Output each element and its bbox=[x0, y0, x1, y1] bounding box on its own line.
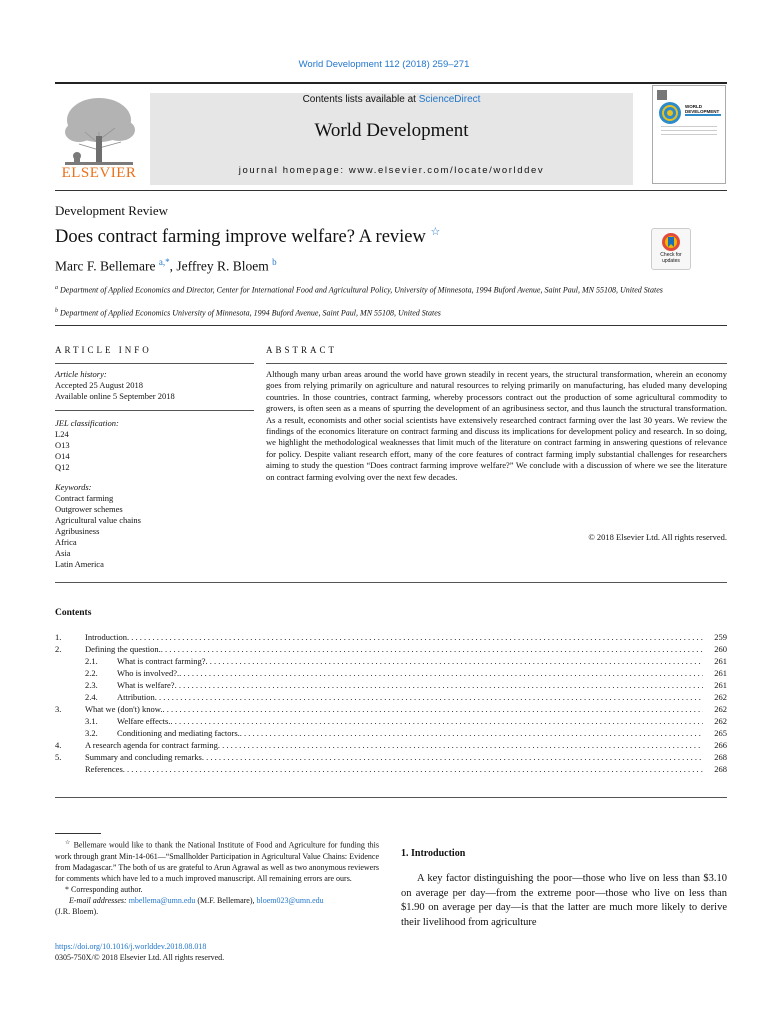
toc-leader bbox=[162, 704, 703, 715]
section-rule bbox=[55, 797, 727, 798]
elsevier-logo[interactable] bbox=[55, 92, 143, 184]
introduction-text: A key factor distinguishing the poor—those who live on less than $3.10 on average per day—from the extreme poor—those who live on less than $1.90 on average per day—is that the latter are much more likely to derive their livelihood from agriculture bbox=[401, 873, 727, 928]
email-footnote bbox=[55, 895, 379, 917]
toc-entry[interactable] bbox=[55, 764, 727, 775]
toc-indent bbox=[55, 668, 85, 679]
toc-number: 1. bbox=[55, 632, 62, 642]
keyword: Asia bbox=[55, 548, 71, 558]
toc-entry[interactable] bbox=[55, 644, 727, 655]
toc-indent bbox=[55, 656, 85, 667]
toc-subnumber: 2.1. bbox=[85, 656, 98, 666]
toc-label: What is welfare? bbox=[117, 680, 175, 690]
section-rule bbox=[55, 325, 727, 326]
toc-page: 259 bbox=[714, 632, 727, 642]
toc-page: 261 bbox=[714, 668, 727, 678]
toc-entry[interactable] bbox=[55, 680, 727, 691]
email-owner: (J.R. Bloem). bbox=[55, 906, 99, 916]
check-updates-line1: Check for bbox=[660, 252, 682, 258]
toc-label: Defining the question. bbox=[85, 644, 161, 654]
article-title-text: Does contract farming improve welfare? A review bbox=[55, 227, 426, 248]
info-rule bbox=[55, 410, 254, 411]
jel-label: JEL classification: bbox=[55, 418, 119, 428]
journal-title: World Development bbox=[314, 120, 469, 141]
toc-leader bbox=[161, 644, 703, 655]
acknowledgement-text: Bellemare would like to thank the National Institute of Food and Agriculture for funding this work through grant Min-14-061—“Smallholder Participation in Agricultural Value Chains: Evidence from Madagascar.” The both of us are grateful to Arun Agrawal as well as two anonymous reviewers for comments which have led to a much improved manuscript. All remaining errors are ours. bbox=[55, 840, 379, 883]
email-link[interactable]: bloem023@umn.edu bbox=[256, 895, 324, 905]
cover-line bbox=[661, 126, 717, 127]
author-name: Marc F. Bellemare bbox=[55, 258, 156, 274]
section-rule bbox=[55, 582, 727, 583]
article-title bbox=[55, 225, 440, 248]
toc-indent bbox=[55, 692, 85, 703]
journal-reference[interactable]: World Development 112 (2018) 259–271 bbox=[298, 59, 470, 70]
toc-page: 262 bbox=[714, 704, 727, 714]
toc-number: 5. bbox=[55, 752, 62, 762]
keyword: Agricultural value chains bbox=[55, 515, 141, 525]
abstract-heading: ABSTRACT bbox=[266, 345, 338, 355]
author-list bbox=[55, 257, 277, 275]
corresponding-text: Corresponding author. bbox=[71, 884, 143, 894]
check-for-updates-button[interactable] bbox=[651, 228, 691, 270]
author-affiliation-mark[interactable]: a,* bbox=[158, 257, 170, 267]
online-date: Available online 5 September 2018 bbox=[55, 391, 175, 401]
toc-page: 261 bbox=[714, 656, 727, 666]
keyword: Latin America bbox=[55, 559, 104, 569]
toc-entry[interactable] bbox=[55, 656, 727, 667]
toc-subnumber: 3.2. bbox=[85, 728, 98, 738]
keyword: Contract farming bbox=[55, 493, 114, 503]
toc-label: A research agenda for contract farming bbox=[85, 740, 218, 750]
toc-leader bbox=[170, 716, 703, 727]
toc-entry[interactable] bbox=[55, 668, 727, 679]
contents-available-line bbox=[150, 94, 633, 105]
cover-line bbox=[661, 134, 717, 135]
jel-code: O13 bbox=[55, 440, 70, 450]
issn-line: 0305-750X/© 2018 Elsevier Ltd. All rights reserved. bbox=[55, 953, 225, 962]
check-updates-label bbox=[652, 252, 690, 264]
corresponding-footnote bbox=[55, 884, 379, 895]
accepted-date: Accepted 25 August 2018 bbox=[55, 380, 144, 390]
journal-cover-thumbnail[interactable] bbox=[652, 85, 726, 184]
toc-number: 4. bbox=[55, 740, 62, 750]
top-rule bbox=[55, 82, 727, 84]
introduction-heading: 1. Introduction bbox=[401, 848, 466, 859]
email-link[interactable]: mbellema@umn.edu bbox=[128, 895, 196, 905]
footnotes bbox=[55, 838, 379, 917]
toc-label: Introduction bbox=[85, 632, 128, 642]
toc-label: What is contract farming? bbox=[117, 656, 206, 666]
toc-leader bbox=[155, 692, 703, 703]
cover-title: WORLD DEVELOPMENT bbox=[685, 104, 720, 114]
article-type: Development Review bbox=[55, 203, 168, 218]
sciencedirect-link[interactable]: ScienceDirect bbox=[418, 94, 481, 105]
jel-code: Q12 bbox=[55, 462, 70, 472]
info-rule bbox=[55, 363, 254, 364]
title-footnote-mark[interactable]: ☆ bbox=[430, 226, 441, 238]
author-affiliation-mark[interactable]: b bbox=[272, 257, 277, 267]
toc-leader bbox=[202, 752, 703, 763]
contents-heading: Contents bbox=[55, 608, 92, 618]
toc-entry[interactable] bbox=[55, 728, 727, 739]
toc-label: Conditioning and mediating factors. bbox=[117, 728, 240, 738]
bookmark-icon bbox=[661, 232, 681, 252]
toc-indent bbox=[55, 680, 85, 691]
keyword: Agribusiness bbox=[55, 526, 100, 536]
history-label: Article history: bbox=[55, 369, 107, 379]
toc-leader bbox=[206, 656, 703, 667]
doi-block bbox=[55, 941, 224, 963]
cover-bar bbox=[685, 114, 721, 116]
globe-icon bbox=[657, 100, 683, 126]
toc-page: 260 bbox=[714, 644, 727, 654]
toc-entry[interactable] bbox=[55, 704, 727, 715]
toc-label: Summary and concluding remarks bbox=[85, 752, 202, 762]
toc-page: 268 bbox=[714, 764, 727, 774]
email-label: E-mail addresses: bbox=[69, 895, 129, 905]
footnote-mark: ☆ bbox=[65, 840, 71, 846]
toc-label: Welfare effects. bbox=[117, 716, 171, 726]
doi-link[interactable]: https://doi.org/10.1016/j.worlddev.2018.08.018 bbox=[55, 942, 207, 951]
acknowledgement-footnote bbox=[55, 838, 379, 884]
affiliation-mark: a bbox=[55, 285, 58, 291]
abstract-rule bbox=[266, 363, 727, 364]
toc-number: 3. bbox=[55, 704, 62, 714]
affiliation-b bbox=[55, 306, 725, 319]
author-name: Jeffrey R. Bloem bbox=[176, 258, 269, 274]
toc-page: 262 bbox=[714, 716, 727, 726]
footnote-mark: * bbox=[65, 884, 69, 894]
check-updates-line2: updates bbox=[662, 258, 680, 264]
toc-entry[interactable] bbox=[55, 692, 727, 703]
abstract-copyright: © 2018 Elsevier Ltd. All rights reserved. bbox=[588, 532, 727, 542]
toc-subnumber: 2.3. bbox=[85, 680, 98, 690]
toc-entry[interactable] bbox=[55, 740, 727, 751]
toc-leader bbox=[175, 680, 703, 691]
toc-leader bbox=[179, 668, 703, 679]
article-info-heading: ARTICLE INFO bbox=[55, 345, 152, 355]
toc-leader bbox=[218, 740, 703, 751]
toc-page: 265 bbox=[714, 728, 727, 738]
jel-code: L24 bbox=[55, 429, 69, 439]
toc-number: 2. bbox=[55, 644, 62, 654]
toc-entry[interactable] bbox=[55, 716, 727, 727]
toc-entry[interactable] bbox=[55, 632, 727, 643]
toc-page: 262 bbox=[714, 692, 727, 702]
contents-prefix: Contents lists available at bbox=[302, 94, 419, 105]
affiliation-text: Department of Applied Economics University of Minnesota, 1994 Buford Avenue, Saint Paul, MN 55108, United States bbox=[60, 308, 441, 318]
keyword: Africa bbox=[55, 537, 77, 547]
jel-code: O14 bbox=[55, 451, 70, 461]
keywords-label: Keywords: bbox=[55, 482, 92, 492]
toc-number bbox=[55, 764, 85, 775]
affiliation-text: Department of Applied Economics and Director, Center for International Food and Agricultural Policy, University of Minnesota, 1994 Buford Avenue, Saint Paul, MN 55108, United States bbox=[60, 285, 663, 295]
toc-page: 268 bbox=[714, 752, 727, 762]
journal-homepage[interactable]: journal homepage: www.elsevier.com/locate/worlddev bbox=[238, 165, 545, 176]
cover-line bbox=[661, 130, 717, 131]
toc-subnumber: 2.2. bbox=[85, 668, 98, 678]
toc-label: References bbox=[85, 764, 123, 774]
email-owner: (M.F. Bellemare), bbox=[195, 895, 257, 905]
abstract-text: Although many urban areas around the world have grown steadily in recent years, the structural transformation, wherein an economy goes from relying primarily on agriculture and natural resources to relying primarily on manufacturing, has eluded many developing countries. In those countries, contract farming, whereby processors contract out the production of some agricultural commodity to growers, is often seen as a means of spurring the development of an agribusiness sector, and thus launch the structural transformation. As a result, economists and other social scientists have extensively researched contract farming over the last 30 years. We review the findings of the economics literature on contract farming and discuss its implications for development policy and research. In so doing, we highlight the methodological weaknesses that limit much of the literature on contract farming in answering questions of relevance for policy. Despite valiant research effort, many of the core features of contract farming imply substantial challenges for researchers aiming to study the question “Does contract farming improve welfare?” We conclude with a discussion of where we see the literature on contract farming evolving over the next few decades. bbox=[266, 369, 727, 482]
author-separator: , bbox=[169, 258, 177, 274]
toc-entry[interactable] bbox=[55, 752, 727, 763]
toc-leader bbox=[123, 764, 703, 775]
toc-label: What we (don't) know. bbox=[85, 704, 163, 714]
toc-leader bbox=[127, 632, 703, 643]
toc-page: 261 bbox=[714, 680, 727, 690]
header-bottom-rule bbox=[55, 190, 727, 191]
toc-leader bbox=[240, 728, 703, 739]
cover-mini-logo bbox=[657, 90, 667, 100]
toc-indent bbox=[55, 716, 85, 727]
keyword: Outgrower schemes bbox=[55, 504, 123, 514]
footnote-rule bbox=[55, 833, 101, 834]
toc-subnumber: 3.1. bbox=[85, 716, 98, 726]
toc-indent bbox=[55, 728, 85, 739]
affiliation-mark: b bbox=[55, 308, 58, 314]
affiliation-a bbox=[55, 283, 725, 296]
toc-subnumber: 2.4. bbox=[85, 692, 98, 702]
toc-label: Who is involved?. bbox=[117, 668, 180, 678]
toc-label: Attribution bbox=[117, 692, 155, 702]
toc-page: 266 bbox=[714, 740, 727, 750]
publisher-name: ELSEVIER bbox=[61, 165, 137, 181]
